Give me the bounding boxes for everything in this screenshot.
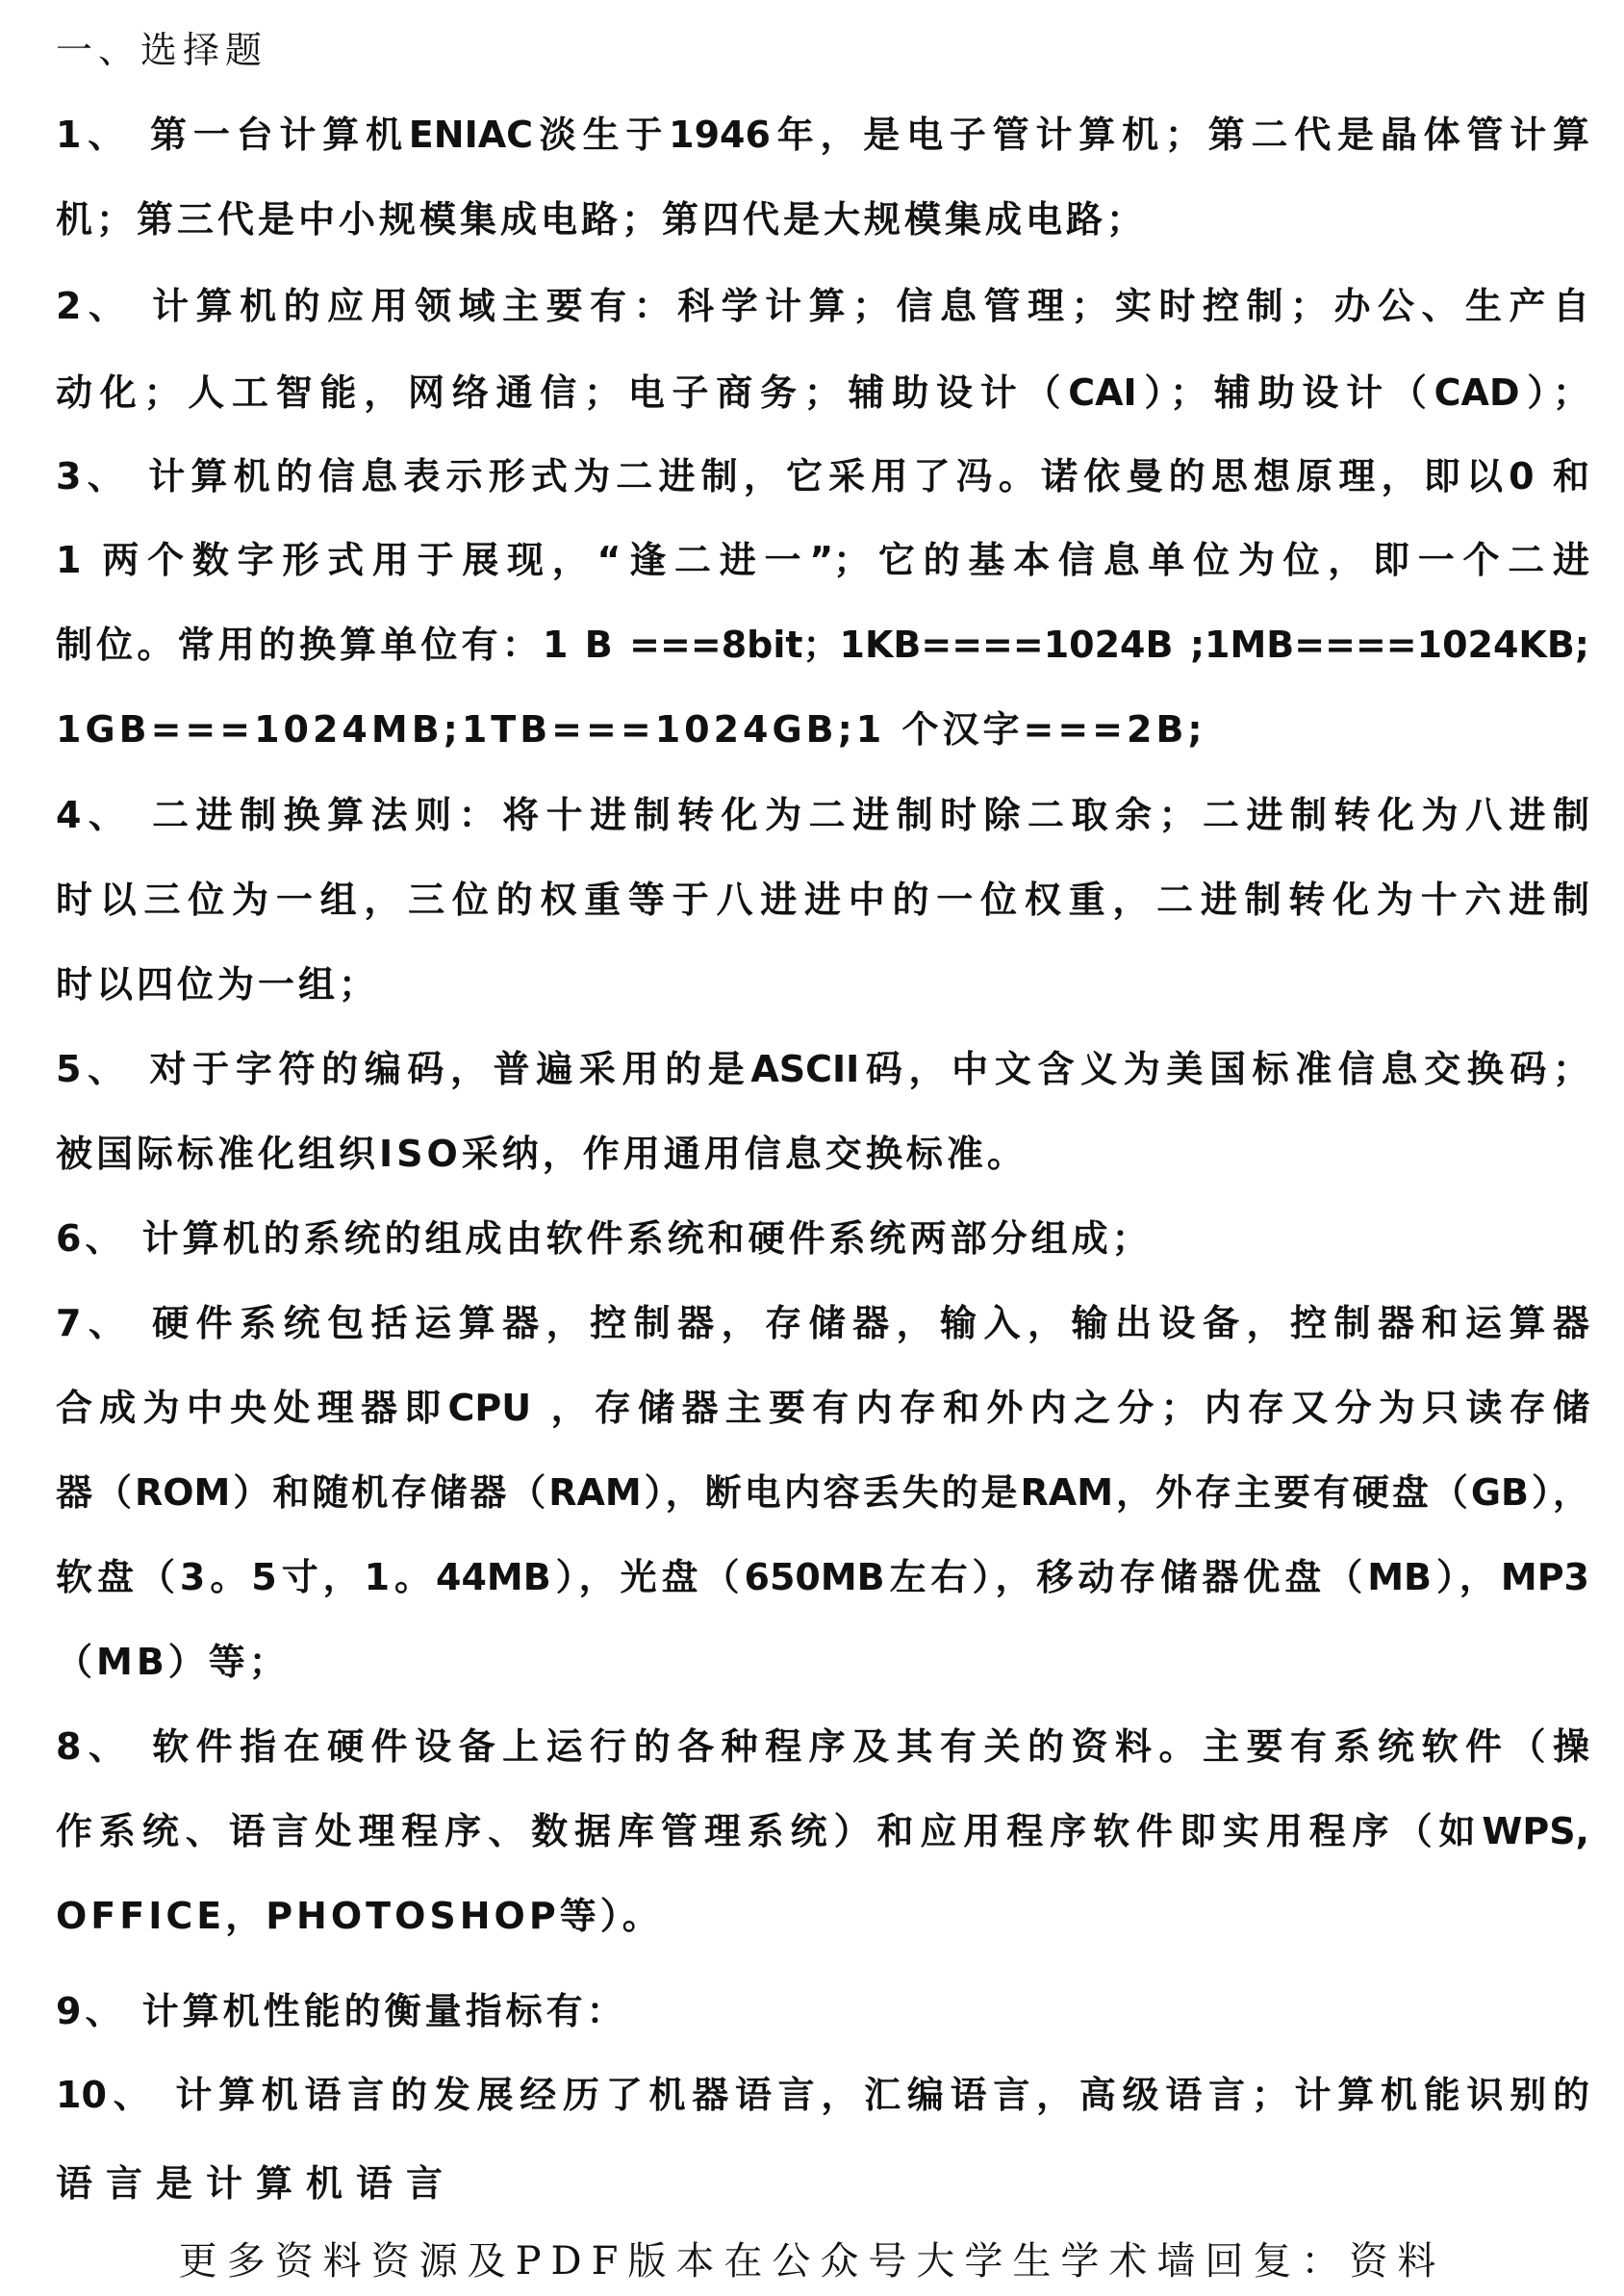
paragraph-line: 6、 计算机的系统的组成由软件系统和硬件系统两部分组成； (56, 1217, 1153, 1260)
section-heading: 一、选择题 (56, 29, 268, 71)
paragraph-line: 作系统、语言处理程序、数据库管理系统）和应用程序软件即实用程序（如WPS, (56, 1810, 1589, 1852)
paragraph-line: 器（ROM）和随机存储器（RAM），断电内容丢失的是RAM，外存主要有硬盘（GB）， (56, 1471, 1589, 1514)
paragraph-line: 动化；人工智能，网络通信；电子商务；辅助设计（CAI）；辅助设计（CAD）； (56, 371, 1589, 414)
paragraph-line: 7、 硬件系统包括运算器，控制器，存储器，输入，输出设备，控制器和运算器 (56, 1302, 1589, 1344)
paragraph-line: 2、 计算机的应用领域主要有：科学计算；信息管理；实时控制；办公、生产自 (56, 285, 1589, 327)
paragraph-line: 软盘（3。5寸，1。44MB），光盘（650MB左右），移动存储器优盘（MB），MP3 (56, 1556, 1589, 1598)
paragraph-line: 合成为中央处理器即CPU ，存储器主要有内存和外内之分；内存又分为只读存储 (56, 1387, 1589, 1429)
paragraph-line: 被国际标准化组织ISO采纳，作用通用信息交换标准。 (56, 1133, 1028, 1175)
paragraph-line: 4、 二进制换算法则：将十进制转化为二进制时除二取余；二进制转化为八进制 (56, 794, 1589, 836)
paragraph-line: 时以四位为一组； (56, 963, 380, 1006)
paragraph-line: 9、 计算机性能的衡量指标有： (56, 1990, 627, 2032)
paragraph-line: 1 两个数字形式用于展现，“逢二进一”；它的基本信息单位为位，即一个二进 (56, 539, 1589, 581)
paragraph-line: 制位。常用的换算单位有：1 B ===8bit；1KB====1024B ;1MB====1024KB; (56, 624, 1589, 666)
paragraph-line: 5、 对于字符的编码，普遍采用的是ASCII码，中文含义为美国标准信息交换码； (56, 1048, 1589, 1090)
paragraph-line: 机；第三代是中小规模集成电路；第四代是大规模集成电路； (56, 198, 1148, 241)
paragraph-line: 8、 软件指在硬件设备上运行的各种程序及其有关的资料。主要有系统软件（操 (56, 1725, 1589, 1768)
paragraph-line: 时以三位为一组，三位的权重等于八进进中的一位权重，二进制转化为十六进制 (56, 879, 1589, 921)
paragraph-line: 1GB===1024MB;1TB===1024GB;1 个汉字===2B; (56, 708, 1206, 751)
paragraph-line: OFFICE，PHOTOSHOP等）。 (56, 1895, 663, 1937)
paragraph-line: （MB）等； (56, 1641, 290, 1683)
clipped-paragraph-line (56, 2156, 633, 2205)
paragraph-line: 1、 第一台计算机ENIAC淡生于1946年，是电子管计算机；第二代是晶体管计算 (56, 114, 1589, 156)
footer-promo-text: 更多资料资源及PDF版本在公众号大学生学术墙回复：资料 (178, 2239, 1446, 2283)
paragraph-line: 3、 计算机的信息表示形式为二进制，它采用了冯。诺依曼的思想原理，即以0 和 (56, 455, 1589, 497)
paragraph-line: 10、 计算机语言的发展经历了机器语言，汇编语言，高级语言；计算机能识别的 (56, 2074, 1589, 2116)
clipped-line-text: 语言是计算机语言 (56, 2162, 457, 2205)
